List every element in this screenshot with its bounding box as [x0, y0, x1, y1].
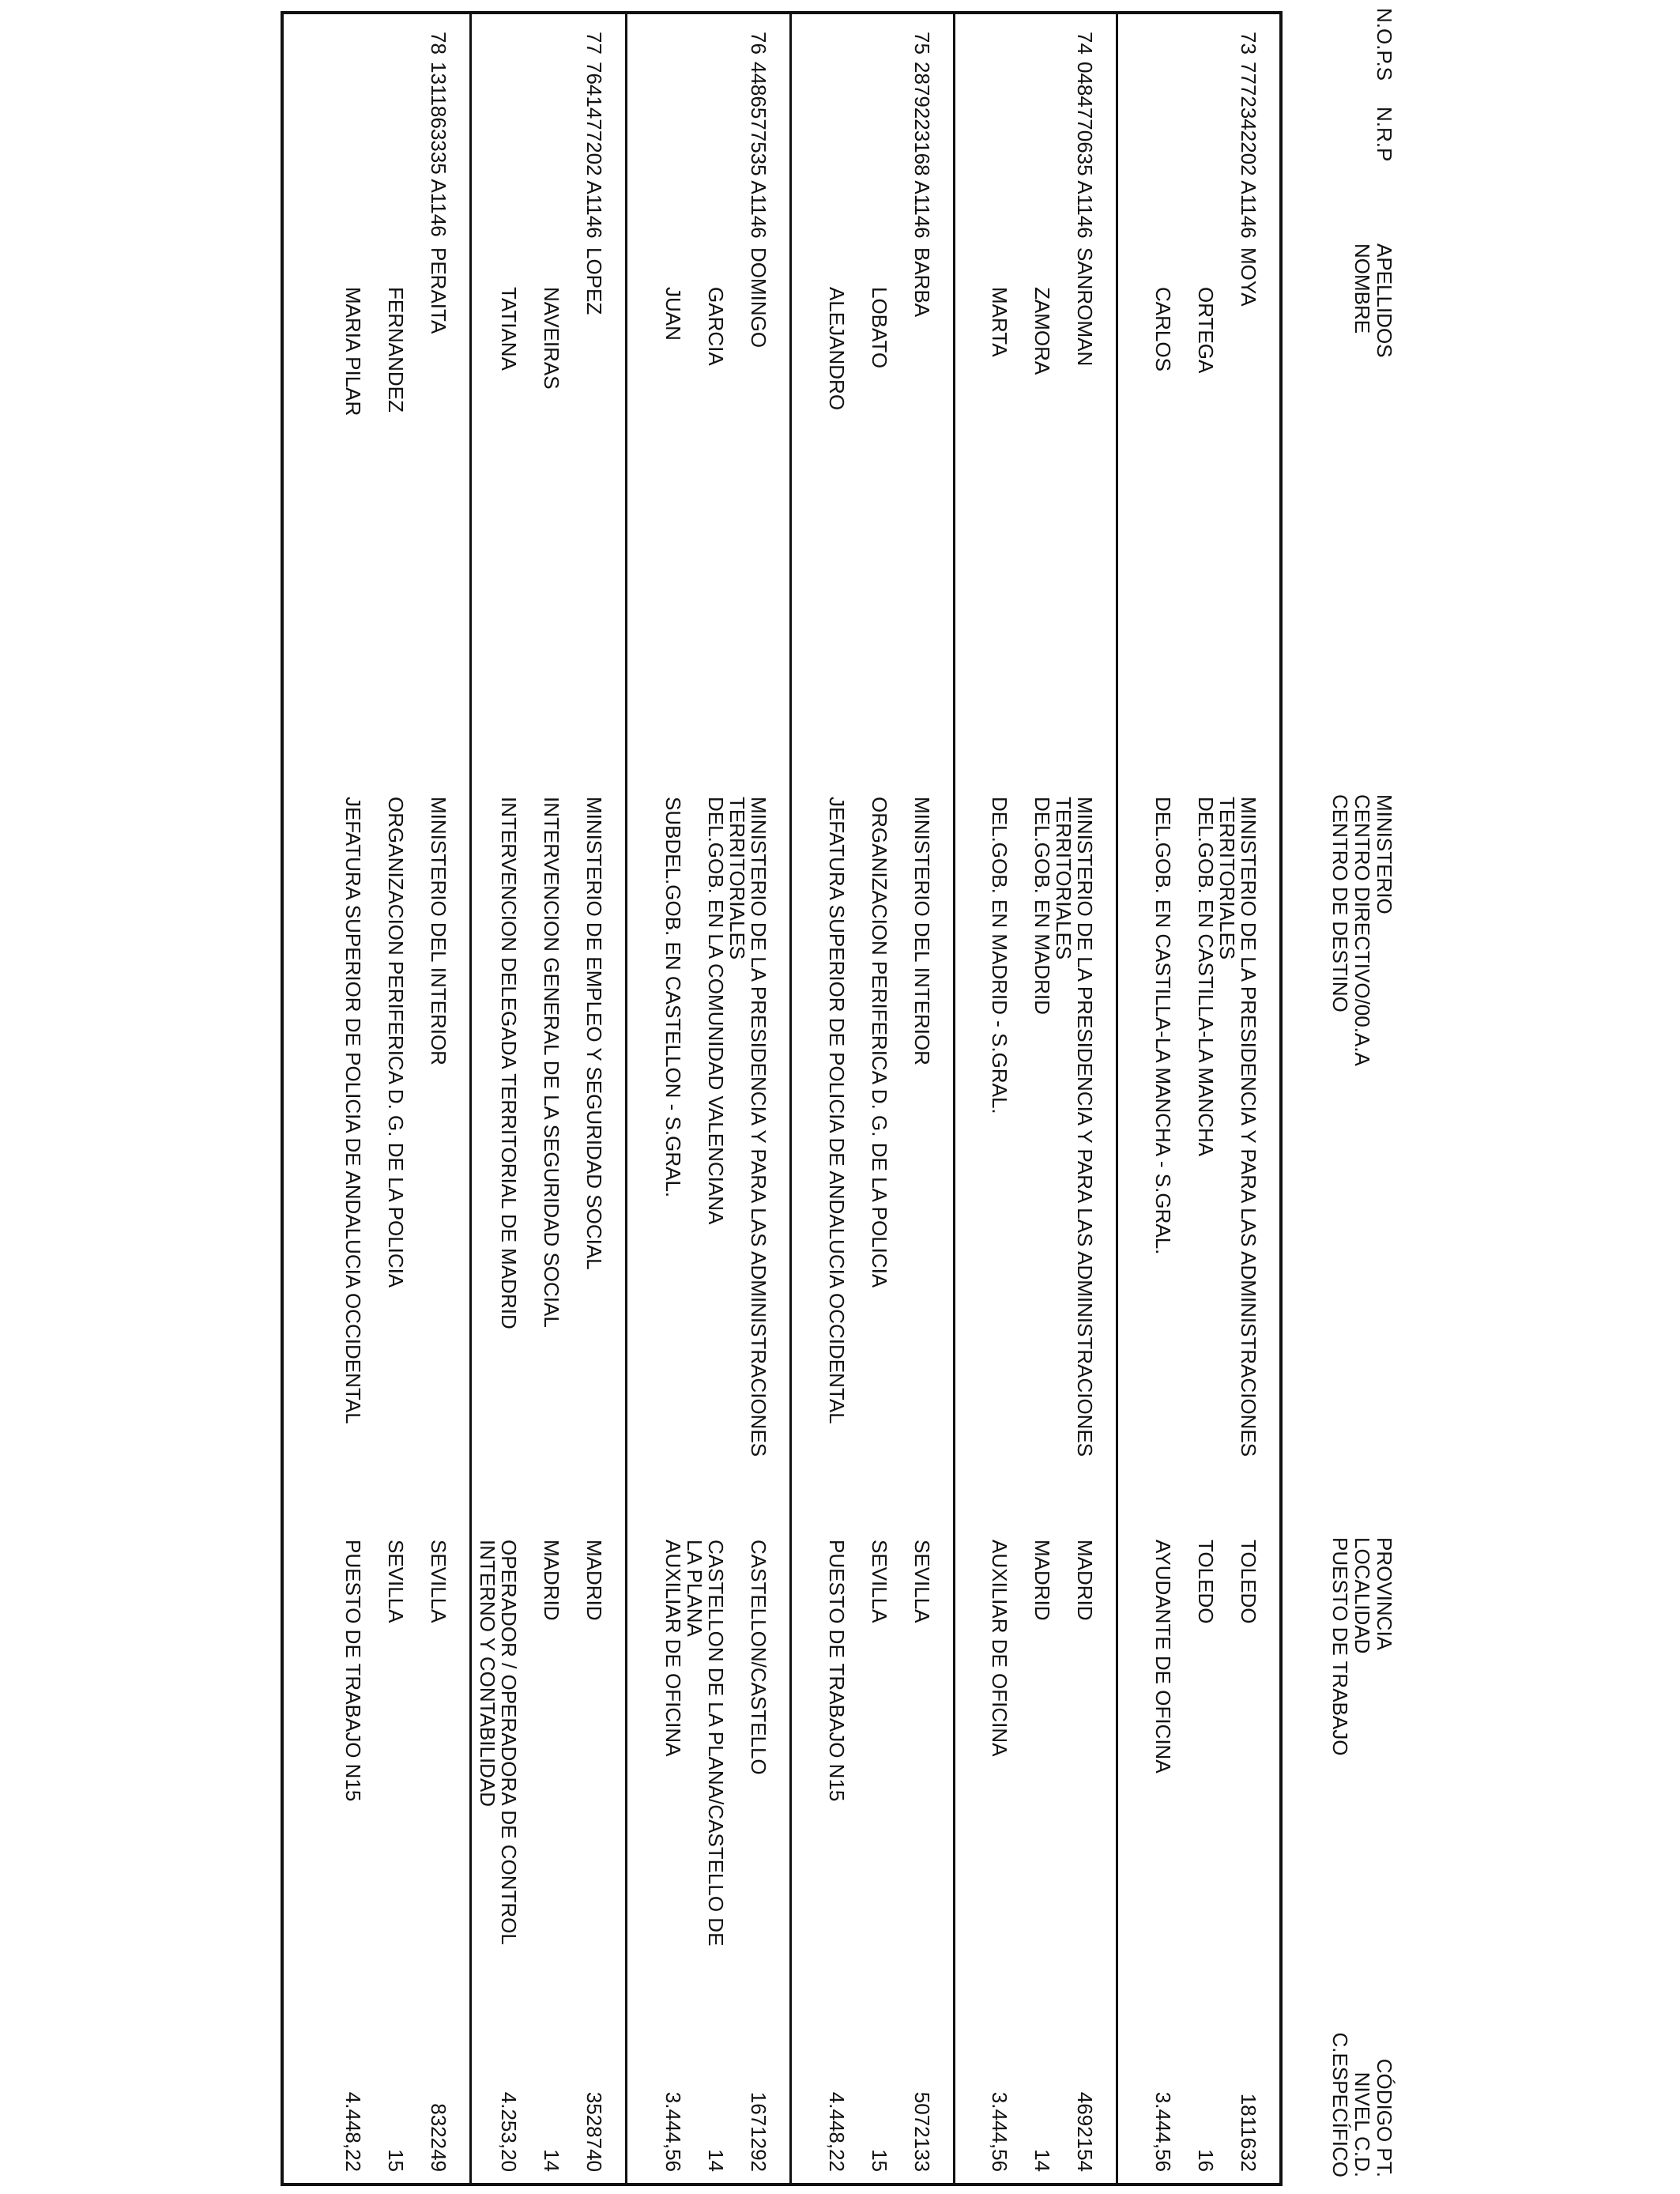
record-nops: 77	[582, 32, 606, 55]
record-centro-destino: SUBDEL.GOB. EN CASTELLON - S.GRAL.	[661, 797, 685, 1198]
record-nrp: 1311863335 A1146	[427, 62, 450, 237]
record-provincia: MADRID	[1073, 1540, 1097, 1621]
record-centro-directivo: DEL.GOB. EN MADRID	[1030, 797, 1054, 1015]
record-ministerio: MINISTERIO DE LA PRESIDENCIA Y PARA LAS ADMINISTRACIONES TERRITORIALES	[725, 797, 770, 1457]
record-codigo: 4692154	[1073, 2091, 1097, 2172]
record-centro-destino: JEFATURA SUPERIOR DE POLICIA DE ANDALUCIA OCCIDENTAL	[825, 797, 849, 1424]
record-nops: 74	[1073, 32, 1097, 55]
record-apellido1: PERAITA	[427, 247, 450, 334]
table-row	[284, 14, 469, 2183]
record-ministerio: MINISTERIO DEL INTERIOR	[910, 797, 934, 1065]
record-provincia: CASTELLON/CASTELLO	[747, 1540, 770, 1775]
record-apellido2: LOBATO	[868, 287, 891, 369]
record-especifico: 3.444,56	[661, 2091, 685, 2172]
record-nombre: CARLOS	[1151, 287, 1175, 371]
record-puesto: OPERADOR / OPERADORA DE CONTROL INTERNO Y CONTABILIDAD	[476, 1540, 521, 1944]
records-table	[281, 11, 1283, 2186]
header-nrp-label: N.R.P	[1373, 107, 1396, 162]
record-localidad: MADRID	[540, 1540, 563, 1621]
record-apellido2: FERNANDEZ	[384, 287, 408, 413]
record-nops: 75	[910, 32, 934, 55]
record-nops: 78	[427, 32, 450, 55]
record-provincia: SEVILLA	[910, 1540, 934, 1623]
record-puesto: AUXILIAR DE OFICINA	[661, 1540, 685, 1757]
header-centro-destino-label: CENTRO DE DESTINO	[1328, 794, 1352, 1012]
record-codigo: 5072133	[910, 2091, 934, 2172]
record-nombre: JUAN	[661, 287, 685, 341]
header-provincia	[1329, 1537, 1396, 1755]
record-nrp: 7641477202 A1146	[582, 62, 606, 239]
table-row	[953, 14, 1116, 2183]
record-especifico: 4.448,22	[825, 2091, 849, 2172]
header-nops	[1373, 8, 1396, 81]
header-centro-directivo-label: CENTRO DIRECTIVO/00.A.A	[1350, 794, 1374, 1066]
header-nrp	[1373, 107, 1396, 161]
record-puesto: PUESTO DE TRABAJO N15	[341, 1540, 365, 1802]
record-nombre: TATIANA	[497, 287, 521, 371]
record-nivel: 14	[704, 2149, 728, 2172]
record-ministerio: MINISTERIO DE LA PRESIDENCIA Y PARA LAS ADMINISTRACIONES TERRITORIALES	[1215, 797, 1260, 1457]
record-provincia: SEVILLA	[427, 1540, 450, 1623]
record-provincia: MADRID	[582, 1540, 606, 1621]
header-codigo-label: CÓDIGO PT.	[1373, 2058, 1396, 2177]
record-localidad: SEVILLA	[868, 1540, 891, 1623]
table-row	[625, 14, 789, 2183]
table-row	[469, 14, 625, 2183]
header-localidad-label: LOCALIDAD	[1350, 1537, 1374, 1654]
record-nrp: 2879223168 A1146	[910, 62, 934, 239]
record-localidad: CASTELLON DE LA PLANA/CASTELLO DE LA PLANA	[683, 1540, 728, 1947]
record-apellido1: BARBA	[910, 247, 934, 318]
record-nops: 76	[747, 32, 770, 55]
record-centro-destino: DEL.GOB. EN CASTILLA-LA MANCHA - S.GRAL.	[1151, 797, 1175, 1255]
record-especifico: 3.444,56	[1151, 2091, 1175, 2172]
header-nivel-label: NIVEL C.D.	[1350, 2071, 1374, 2177]
record-apellido2: NAVEIRAS	[540, 287, 563, 390]
record-localidad: MADRID	[1030, 1540, 1054, 1621]
record-centro-destino: JEFATURA SUPERIOR DE POLICIA DE ANDALUCIA OCCIDENTAL	[341, 797, 365, 1424]
record-ministerio: MINISTERIO DE LA PRESIDENCIA Y PARA LAS ADMINISTRACIONES TERRITORIALES	[1052, 797, 1097, 1457]
record-puesto: AUXILIAR DE OFICINA	[988, 1540, 1011, 1757]
record-apellido1: SANROMAN	[1073, 247, 1097, 367]
record-nivel: 15	[384, 2149, 408, 2172]
header-ministerio	[1329, 794, 1396, 1066]
record-localidad: SEVILLA	[384, 1540, 408, 1623]
record-codigo: 3528740	[582, 2091, 606, 2172]
record-nrp: 7772342202 A1146	[1237, 62, 1260, 239]
record-ministerio: MINISTERIO DE EMPLEO Y SEGURIDAD SOCIAL	[582, 797, 606, 1270]
record-apellido2: GARCIA	[704, 287, 728, 366]
column-headers	[1324, 0, 1396, 2194]
record-apellido1: LOPEZ	[582, 247, 606, 315]
record-centro-directivo: ORGANIZACION PERIFERICA D. G. DE LA POLICIA	[384, 797, 408, 1288]
header-nombre-label: NOMBRE	[1350, 243, 1374, 334]
record-nrp: 4486577535 A1146	[747, 62, 770, 239]
record-codigo: 832249	[427, 2103, 450, 2172]
record-nivel: 16	[1194, 2149, 1218, 2172]
table-row	[789, 14, 953, 2183]
header-especifico-label: C.ESPECÍFICO	[1328, 2032, 1352, 2177]
record-ministerio: MINISTERIO DEL INTERIOR	[427, 797, 450, 1065]
record-nivel: 14	[540, 2149, 563, 2172]
record-centro-directivo: DEL.GOB. EN CASTILLA-LA MANCHA	[1194, 797, 1218, 1157]
record-nops: 73	[1237, 32, 1260, 55]
record-centro-destino: INTERVENCION DELEGADA TERRITORIAL DE MADRID	[497, 797, 521, 1329]
header-puesto-label: PUESTO DE TRABAJO	[1328, 1537, 1352, 1756]
record-nivel: 14	[1030, 2149, 1054, 2172]
record-especifico: 3.444,56	[988, 2091, 1011, 2172]
record-centro-directivo: DEL.GOB. EN LA COMUNIDAD VALENCIANA	[704, 797, 728, 1225]
record-nivel: 15	[868, 2149, 891, 2172]
record-centro-directivo: ORGANIZACION PERIFERICA D. G. DE LA POLICIA	[868, 797, 891, 1288]
record-apellido1: DOMINGO	[747, 247, 770, 349]
record-especifico: 4.253,20	[497, 2091, 521, 2172]
record-centro-directivo: INTERVENCION GENERAL DE LA SEGURIDAD SOCIAL	[540, 797, 563, 1328]
record-nombre: MARTA	[988, 287, 1011, 357]
record-apellido2: ZAMORA	[1030, 287, 1054, 375]
header-nops-label: N.O.P.S	[1373, 8, 1396, 81]
record-apellido2: ORTEGA	[1194, 287, 1218, 374]
table-row	[1116, 14, 1279, 2183]
record-localidad: TOLEDO	[1194, 1540, 1218, 1624]
header-provincia-label: PROVINCIA	[1373, 1537, 1396, 1651]
record-codigo: 1671292	[747, 2091, 770, 2172]
header-codigo	[1329, 2011, 1396, 2177]
record-apellido1: MOYA	[1237, 247, 1260, 307]
record-provincia: TOLEDO	[1237, 1540, 1260, 1624]
header-apellidos	[1351, 243, 1396, 358]
record-especifico: 4.448,22	[341, 2091, 365, 2172]
record-puesto: AYUDANTE DE OFICINA	[1151, 1540, 1175, 1774]
record-nombre: ALEJANDRO	[825, 287, 849, 411]
record-centro-destino: DEL.GOB. EN MADRID - S.GRAL.	[988, 797, 1011, 1114]
record-puesto: PUESTO DE TRABAJO N15	[825, 1540, 849, 1802]
record-nombre: MARIA PILAR	[341, 287, 365, 417]
header-ministerio-label: MINISTERIO	[1373, 794, 1396, 914]
record-nrp: 0484770635 A1146	[1073, 62, 1097, 239]
record-codigo: 1811632	[1237, 2093, 1260, 2172]
header-apellidos-label: APELLIDOS	[1373, 243, 1396, 358]
